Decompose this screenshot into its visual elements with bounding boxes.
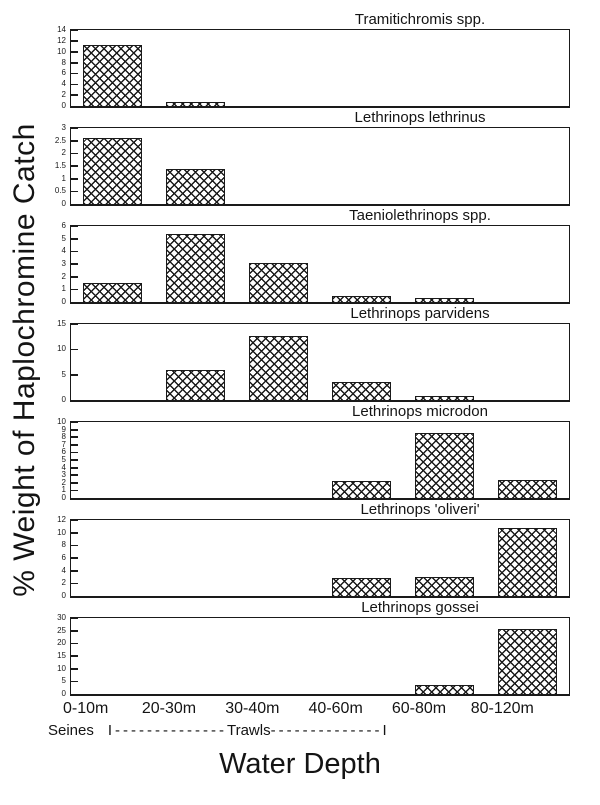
- bar-slot-30-40m: [237, 618, 320, 694]
- bar-30-40m: [249, 336, 309, 400]
- bar-slot-60-80m: [403, 226, 486, 302]
- y-tick-label: 8: [61, 57, 66, 67]
- y-tick-label: 6: [61, 221, 66, 230]
- y-tick-label: 2: [61, 578, 66, 588]
- chart-panels: [54, 10, 570, 698]
- panel-title: Tramitichromis spp.: [354, 11, 486, 28]
- bar-slot-80-120m: [486, 30, 569, 106]
- depth-label-60-80m: 60-80m: [391, 700, 447, 717]
- y-tick-label: 0: [61, 493, 66, 502]
- y-tick-label: 4: [61, 462, 66, 472]
- depth-category-labels: [44, 700, 544, 718]
- y-tick-label: 6: [61, 68, 66, 78]
- trawl-bracket-right: --------------I: [270, 722, 390, 739]
- y-tick-label: 10: [57, 46, 66, 56]
- bar-slot-0-10m: [71, 324, 154, 400]
- bar-slot-40-60m: [320, 422, 403, 498]
- y-tick-label: 20: [57, 638, 66, 648]
- y-tick-label: 5: [61, 676, 66, 686]
- x-axis-title: Water Depth: [219, 748, 381, 780]
- y-tick-label: 2: [61, 148, 66, 158]
- bar-slot-0-10m: [71, 226, 154, 302]
- chart-panel-0: [57, 10, 570, 110]
- depth-label-80-120m: 80-120m: [470, 700, 534, 717]
- bar-slot-0-10m: [71, 618, 154, 694]
- bar-slot-80-120m: [486, 324, 569, 400]
- depth-label-40-60m: 40-60m: [308, 700, 363, 717]
- y-tick-label: 3: [61, 470, 66, 480]
- bar-slot-30-40m: [237, 520, 320, 596]
- bar-slot-40-60m: [320, 226, 403, 302]
- bar-40-60m: [332, 481, 392, 498]
- bar-60-80m: [415, 396, 475, 400]
- trawls-label: Trawls: [226, 722, 271, 739]
- bar-80-120m: [498, 528, 558, 596]
- y-tick-label: 3: [61, 259, 66, 268]
- depth-label-0-10m: 0-10m: [62, 700, 109, 717]
- y-tick-label: 5: [61, 455, 66, 464]
- chart-panel-5: [57, 500, 570, 600]
- chart-panel-6: [57, 598, 570, 698]
- y-tick-label: 0: [61, 689, 66, 698]
- y-tick-label: 4: [61, 565, 66, 575]
- y-tick-label: 0.5: [54, 186, 66, 196]
- plot-area: [57, 25, 570, 110]
- y-tick-label: 6: [61, 553, 66, 562]
- y-tick-label: 6: [61, 447, 66, 457]
- y-tick-label: 2: [61, 477, 66, 487]
- bar-slot-60-80m: [403, 520, 486, 596]
- bar-40-60m: [332, 296, 392, 302]
- y-tick-label: 1: [61, 485, 66, 495]
- bar-40-60m: [332, 578, 392, 596]
- depth-label-30-40m: 30-40m: [225, 700, 280, 717]
- bar-slot-0-10m: [71, 30, 154, 106]
- bars-row: [71, 520, 569, 596]
- bar-slot-60-80m: [403, 128, 486, 204]
- y-tick-label: 8: [61, 432, 66, 442]
- y-tick-label: 0: [61, 395, 66, 404]
- y-tick-label: 2: [61, 271, 66, 281]
- bar-0-10m: [83, 283, 143, 302]
- bar-slot-20-30m: [154, 618, 237, 694]
- bar-60-80m: [415, 433, 475, 498]
- bars-row: [71, 618, 569, 694]
- panel-title: Lethrinops microdon: [352, 403, 488, 420]
- y-tick-label: 0: [61, 591, 66, 600]
- bar-slot-60-80m: [403, 30, 486, 106]
- y-tick-label: 10: [57, 344, 66, 354]
- bar-slot-20-30m: [154, 324, 237, 400]
- bar-slot-20-30m: [154, 128, 237, 204]
- chart-panel-2: [61, 206, 570, 306]
- y-tick-label: 4: [61, 246, 66, 256]
- y-tick-label: 12: [57, 35, 66, 45]
- bar-slot-0-10m: [71, 128, 154, 204]
- bar-20-30m: [166, 169, 226, 204]
- bar-60-80m: [415, 577, 475, 596]
- y-tick-label: 5: [61, 233, 66, 243]
- bar-0-10m: [83, 45, 143, 106]
- y-tick-label: 5: [61, 369, 66, 379]
- y-tick-label: 0: [61, 199, 66, 208]
- panel-title: Lethrinops lethrinus: [354, 109, 486, 126]
- y-tick-label: 15: [57, 319, 66, 328]
- chart-panel-4: [57, 402, 570, 502]
- y-tick-label: 2.5: [54, 135, 66, 145]
- bar-slot-30-40m: [237, 324, 320, 400]
- bar-slot-30-40m: [237, 422, 320, 498]
- bar-0-10m: [83, 138, 143, 204]
- bar-slot-0-10m: [71, 520, 154, 596]
- trawl-bracket-left: I--------------: [107, 722, 227, 739]
- panel-title: Lethrinops 'oliveri': [360, 501, 480, 518]
- bars-row: [71, 30, 569, 106]
- bar-slot-40-60m: [320, 618, 403, 694]
- y-tick-label: 1: [61, 284, 66, 294]
- bar-slot-0-10m: [71, 422, 154, 498]
- bar-40-60m: [332, 382, 392, 400]
- bar-slot-80-120m: [486, 128, 569, 204]
- plot-area: [57, 515, 570, 600]
- plot-area: [57, 417, 570, 502]
- y-tick-label: 8: [61, 540, 66, 550]
- y-tick-label: 1.5: [54, 161, 66, 170]
- plot-area: [54, 123, 570, 208]
- bar-slot-80-120m: [486, 422, 569, 498]
- y-tick-label: 25: [57, 625, 66, 635]
- y-tick-label: 4: [61, 79, 66, 89]
- y-tick-label: 3: [61, 123, 66, 132]
- bars-row: [71, 128, 569, 204]
- bar-slot-40-60m: [320, 30, 403, 106]
- y-tick-label: 1: [61, 173, 66, 183]
- plot-area: [61, 221, 570, 306]
- bar-slot-80-120m: [486, 618, 569, 694]
- bar-80-120m: [498, 629, 558, 694]
- bar-60-80m: [415, 298, 475, 302]
- panel-title: Lethrinops gossei: [361, 599, 479, 616]
- y-tick-label: 9: [61, 424, 66, 434]
- bar-slot-30-40m: [237, 30, 320, 106]
- y-tick-label: 10: [57, 417, 66, 426]
- y-tick-label: 0: [61, 101, 66, 110]
- bar-slot-30-40m: [237, 226, 320, 302]
- y-tick-label: 7: [61, 439, 66, 449]
- y-tick-label: 14: [57, 25, 66, 34]
- bars-row: [71, 324, 569, 400]
- chart-panel-1: [54, 108, 570, 208]
- plot-area: [57, 613, 570, 698]
- y-tick-label: 0: [61, 297, 66, 306]
- bar-slot-60-80m: [403, 422, 486, 498]
- bar-20-30m: [166, 370, 226, 400]
- y-tick-label: 2: [61, 90, 66, 100]
- bars-row: [71, 226, 569, 302]
- seines-label: Seines: [48, 722, 94, 739]
- bar-slot-40-60m: [320, 324, 403, 400]
- bar-slot-60-80m: [403, 618, 486, 694]
- bar-slot-20-30m: [154, 226, 237, 302]
- depth-label-20-30m: 20-30m: [141, 700, 197, 717]
- chart-panel-3: [57, 304, 570, 404]
- y-tick-label: 10: [57, 663, 66, 673]
- plot-area: [57, 319, 570, 404]
- bar-slot-30-40m: [237, 128, 320, 204]
- y-tick-label: 30: [57, 613, 66, 622]
- y-tick-label: 15: [57, 651, 66, 660]
- bar-20-30m: [166, 234, 226, 302]
- bar-slot-20-30m: [154, 30, 237, 106]
- panel-title: Lethrinops parvidens: [350, 305, 490, 322]
- y-tick-label: 10: [57, 527, 66, 537]
- bar-slot-40-60m: [320, 520, 403, 596]
- bar-slot-80-120m: [486, 226, 569, 302]
- bar-slot-20-30m: [154, 520, 237, 596]
- panel-title: Taeniolethrinops spp.: [349, 207, 491, 224]
- y-axis-label: % Weight of Haplochromine Catch: [8, 123, 41, 597]
- bar-slot-80-120m: [486, 520, 569, 596]
- bar-slot-60-80m: [403, 324, 486, 400]
- bars-row: [71, 422, 569, 498]
- y-tick-label: 12: [57, 515, 66, 524]
- bar-80-120m: [498, 480, 558, 498]
- gear-type-row: [48, 722, 588, 739]
- bar-slot-20-30m: [154, 422, 237, 498]
- bar-slot-40-60m: [320, 128, 403, 204]
- bar-30-40m: [249, 263, 309, 302]
- bar-60-80m: [415, 685, 475, 694]
- bar-20-30m: [166, 102, 226, 106]
